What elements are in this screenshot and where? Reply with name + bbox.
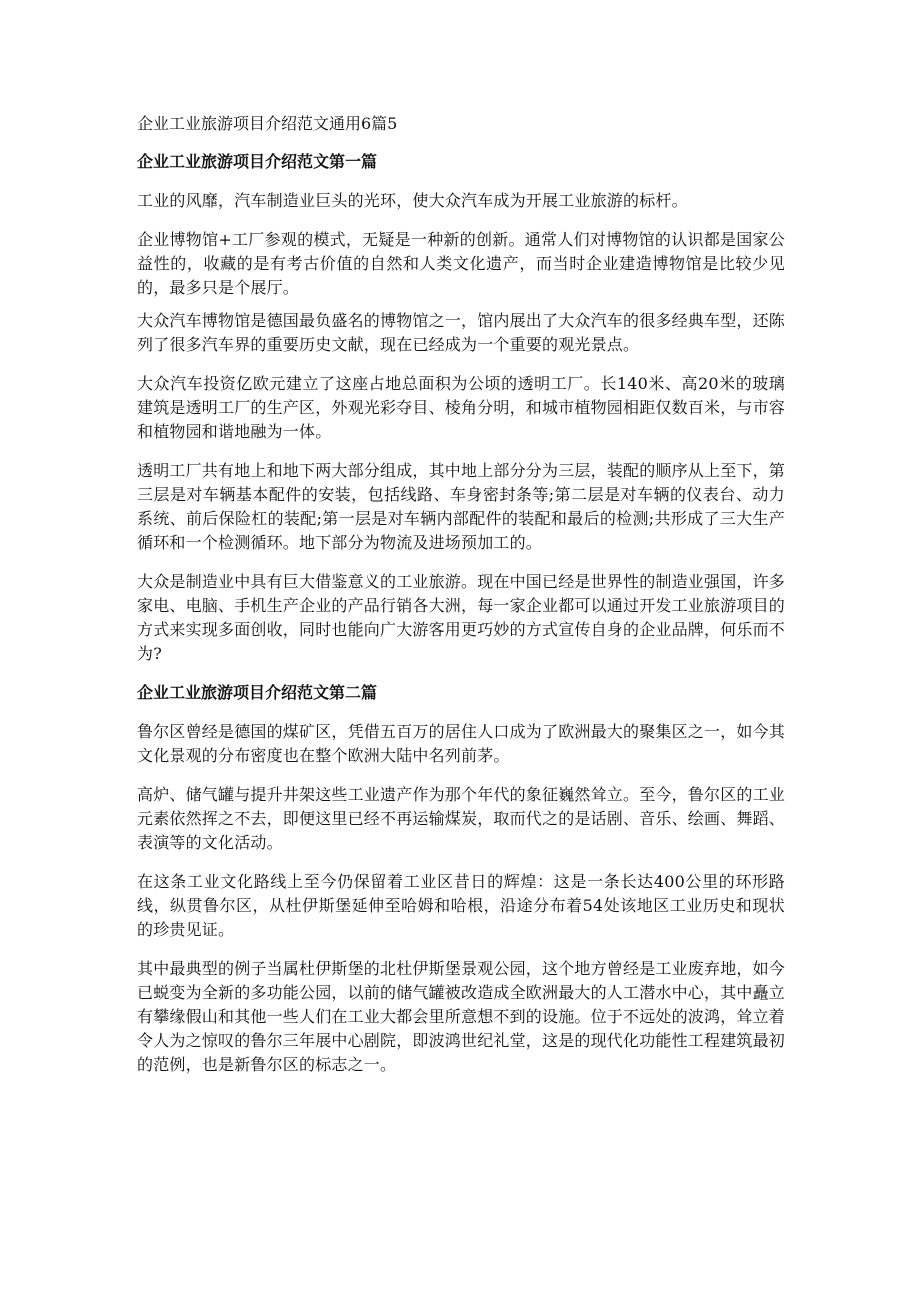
document-title: 企业工业旅游项目介绍范文通用6篇5 [137, 114, 398, 133]
paragraph: 透明工厂共有地上和地下两大部分组成，其中地上部分分为三层，装配的顺序从上至下，第三层是对车辆基本配件的安装，包括线路、车身密封条等;第二层是对车辆的仪表台、动力系统、前后保险杠的装配;第一层是对车辆内部配件的装配和最后的检测;共形成了三大生产循环和一个检测循环。地下部分为物流及进场预加工的。 [137, 461, 786, 552]
paragraph: 在这条工业文化路线上至今仍保留着工业区昔日的辉煌：这是一条长达400公里的环形路线，纵贯鲁尔区，从杜伊斯堡延伸至哈姆和哈根，沿途分布着54处该地区工业历史和现状的珍贵见证。 [137, 872, 785, 939]
paragraph: 大众汽车投资亿欧元建立了这座占地总面积为公顷的透明工厂。长140米、高20米的玻璃建筑是透明工厂的生产区，外观光彩夺目、棱角分明，和城市植物园相距仅数百米，与市容和植物园和谐地融为一体。 [137, 374, 786, 441]
paragraph: 工业的风靡，汽车制造业巨头的光环，使大众汽车成为开展工业旅游的标杆。 [137, 191, 688, 210]
document-page [137, 112, 785, 1092]
paragraph: 其中最典型的例子当属杜伊斯堡的北杜伊斯堡景观公园，这个地方曾经是工业废弃地，如今已蜕变为全新的多功能公园，以前的储气罐被改造成全欧洲最大的人工潜水中心，其中矗立有攀缘假山和其他一些人们在工业大都会里所意想不到的设施。位于不远处的波鸿，耸立着令人为之惊叹的鲁尔三年展中心剧院，即波鸿世纪礼堂，这是的现代化功能性工程建筑最初的范例，也是新鲁尔区的标志之一。 [137, 959, 786, 1074]
paragraph: 企业博物馆+工厂参观的模式，无疑是一种新的创新。通常人们对博物馆的认识都是国家公益性的，收藏的是有考古价值的自然和人类文化遗产，而当时企业建造博物馆是比较少见的，最多只是个展厅。 [137, 230, 785, 297]
section-heading-2: 企业工业旅游项目介绍范文第二篇 [137, 683, 378, 702]
paragraph: 大众是制造业中具有巨大借鉴意义的工业旅游。现在中国已经是世界性的制造业强国，许多家电、电脑、手机生产企业的产品行销各大洲，每一家企业都可以通过开发工业旅游项目的方式来实现多面创收，同时也能向广大游客用更巧妙的方式宣传自身的企业品牌，何乐而不为? [137, 572, 786, 663]
section-heading-1: 企业工业旅游项目介绍范文第一篇 [137, 152, 378, 171]
paragraph: 大众汽车博物馆是德国最负盛名的博物馆之一，馆内展出了大众汽车的很多经典车型，还陈列了很多汽车界的重要历史文献，现在已经成为一个重要的观光景点。 [137, 311, 786, 354]
paragraph: 高炉、储气罐与提升井架这些工业遗产作为那个年代的象征巍然耸立。至今，鲁尔区的工业元素依然挥之不去，即便这里已经不再运输煤炭，取而代之的是话剧、音乐、绘画、舞蹈、表演等的文化活动。 [137, 785, 786, 852]
paragraph: 鲁尔区曾经是德国的煤矿区，凭借五百万的居住人口成为了欧洲最大的聚集区之一，如今其文化景观的分布密度也在整个欧洲大陆中名列前茅。 [137, 722, 786, 765]
